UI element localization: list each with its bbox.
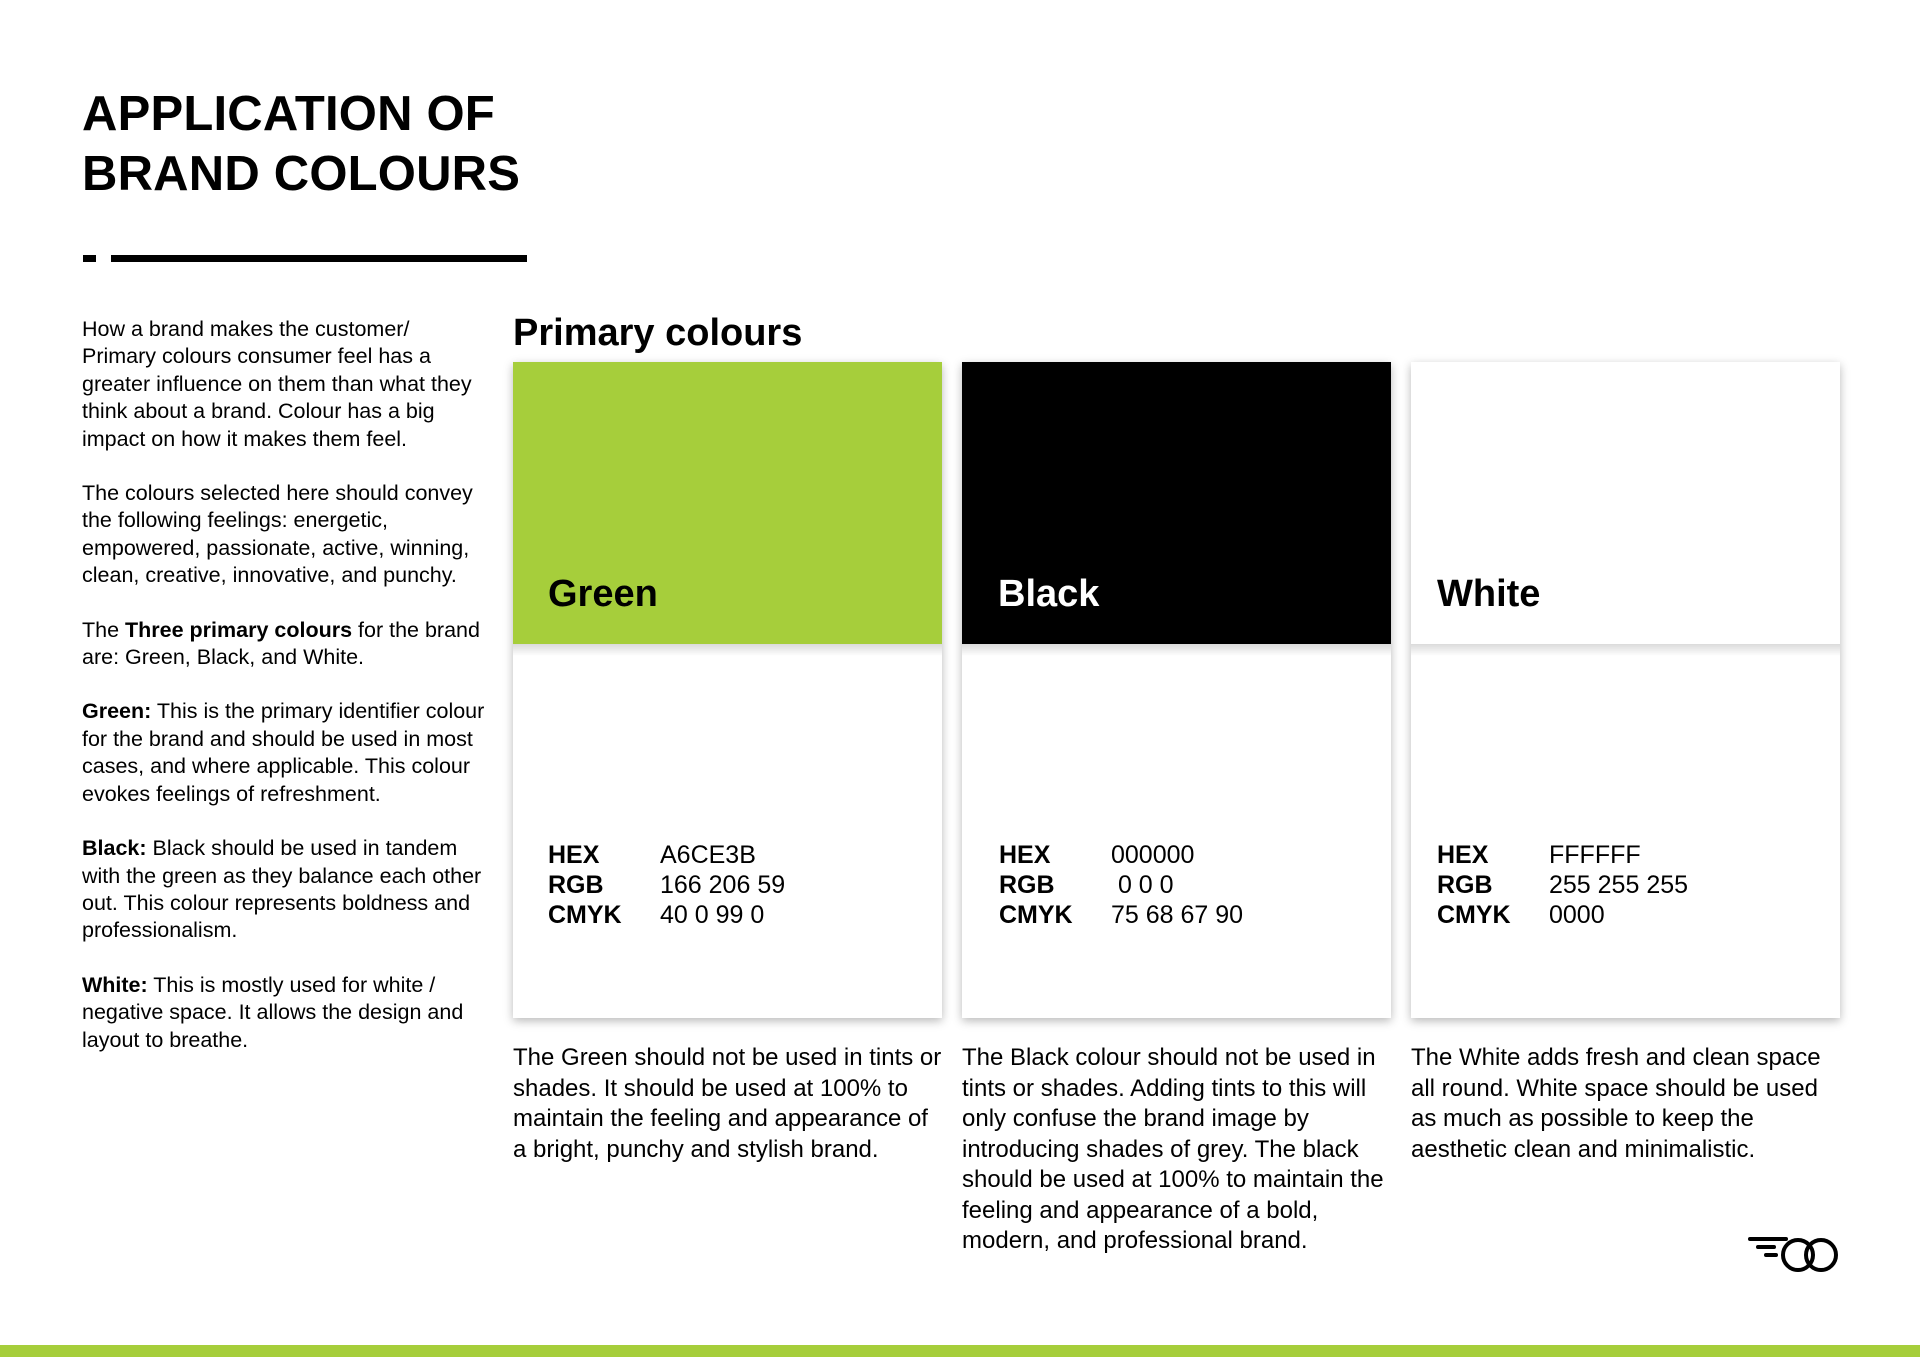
speed-rings-logo-icon [1746, 1233, 1841, 1275]
spec-row-hex [548, 840, 785, 870]
rgb-value: 0 0 0 [1111, 871, 1174, 899]
intro-p3-post: for the brand are: Green, Black, and White. [82, 617, 480, 670]
spec-row-cmyk [1437, 900, 1688, 930]
colour-name-black: Black [998, 573, 1100, 615]
black-text: Black should be used in tandem with the green as they balance each other out. This colour represents boldness and professionalism. [82, 836, 482, 943]
intro-text [82, 316, 487, 1081]
hex-label: HEX [548, 841, 600, 869]
cmyk-value: 40 0 99 0 [660, 901, 765, 929]
spec-row-cmyk [548, 900, 785, 930]
colour-specs-white [1437, 840, 1688, 930]
colour-card-white [1411, 362, 1840, 1018]
card-divider [513, 644, 942, 656]
spec-row-rgb [999, 870, 1243, 900]
green-text: This is the primary identifier colour for the brand and should be used in most cases, and where applicable. This colour evokes feelings of refreshment. [82, 699, 485, 806]
green-label: Green: [82, 699, 152, 724]
title-line-2: BRAND COLOURS [82, 147, 521, 201]
section-title: Primary colours [513, 312, 803, 354]
intro-p3-pre: The [82, 617, 126, 642]
colour-card-black [962, 362, 1391, 1018]
colour-description-white: The White adds fresh and clean space all round. White space should be used as much as possible to keep the aesthetic clean and minimalistic. [1411, 1044, 1821, 1163]
card-divider [962, 644, 1391, 656]
colour-name-green: Green [548, 573, 658, 615]
black-label: Black: [82, 836, 147, 861]
intro-p3-bold: Three primary colours [125, 617, 353, 642]
spec-row-hex [1437, 840, 1688, 870]
intro-paragraph-3 [82, 617, 487, 672]
hex-value: A6CE3B [660, 841, 756, 869]
intro-paragraph-2: The colours selected here should convey the following feelings: energetic, empowered, passionate, active, winning, clean, creative, innovative, and punchy. [82, 481, 473, 588]
cmyk-label: CMYK [999, 901, 1073, 929]
colour-description-green: The Green should not be used in tints or shades. It should be used at 100% to maintain the feeling and appearance of a bright, punchy and stylish brand. [513, 1044, 942, 1163]
intro-black-paragraph [82, 835, 487, 945]
white-label: White: [82, 972, 148, 997]
rgb-label: RGB [1437, 871, 1493, 899]
hex-label: HEX [1437, 841, 1489, 869]
intro-paragraph-1: How a brand makes the customer/ Primary colours consumer feel has a greater influence on them than what they think about a brand. Colour has a big impact on how it makes them feel. [82, 317, 472, 451]
spec-row-hex [999, 840, 1243, 870]
page-title [82, 84, 520, 204]
rgb-label: RGB [999, 871, 1055, 899]
intro-white-paragraph [82, 972, 487, 1054]
hex-value: FFFFFF [1549, 841, 1641, 869]
cmyk-value: 75 68 67 90 [1111, 901, 1244, 929]
rgb-value: 255 255 255 [1549, 871, 1689, 899]
cmyk-label: CMYK [548, 901, 622, 929]
hex-value: 000000 [1111, 841, 1195, 869]
colour-description-black: The Black colour should not be used in tints or shades. Adding tints to this will only confuse the brand image by introducing shades of grey. The black should be used at 100% to maintain the feeling and appearance of a bold, modern, and professional brand. [962, 1044, 1384, 1254]
colour-name-white: White [1437, 573, 1541, 615]
intro-green-paragraph [82, 698, 487, 808]
title-underline-dash [83, 255, 96, 262]
white-text: This is mostly used for white / negative space. It allows the design and layout to breathe. [82, 972, 464, 1052]
colour-card-green [513, 362, 942, 1018]
spec-row-rgb [1437, 870, 1688, 900]
hex-label: HEX [999, 841, 1051, 869]
rgb-label: RGB [548, 871, 604, 899]
rgb-value: 166 206 59 [660, 871, 786, 899]
cmyk-label: CMYK [1437, 901, 1511, 929]
cmyk-value: 0000 [1549, 901, 1605, 929]
spec-row-rgb [548, 870, 785, 900]
colour-specs-green [548, 840, 785, 930]
card-divider [1411, 644, 1840, 656]
colour-specs-black [999, 840, 1243, 930]
title-underline [111, 255, 527, 262]
title-line-1: APPLICATION OF [82, 87, 495, 141]
brand-green-footer-bar [0, 1345, 1920, 1357]
spec-row-cmyk [999, 900, 1243, 930]
